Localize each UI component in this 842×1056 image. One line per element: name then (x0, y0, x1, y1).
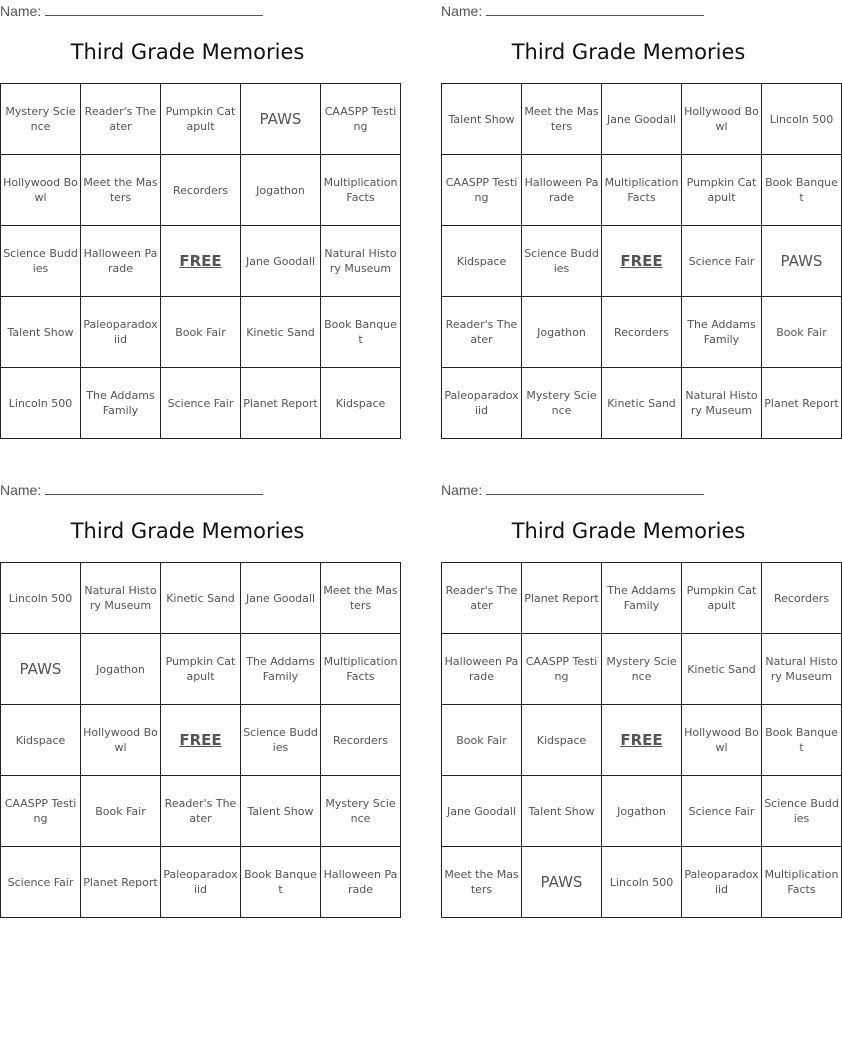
bingo-cell[interactable]: Book Banquet (241, 847, 321, 918)
bingo-cell[interactable]: Halloween Parade (81, 226, 161, 297)
bingo-cell[interactable]: Kinetic Sand (241, 297, 321, 368)
bingo-cell[interactable]: Lincoln 500 (1, 368, 81, 439)
free-space[interactable]: FREE (161, 226, 241, 297)
card-title: Third Grade Memories (511, 40, 746, 64)
bingo-cell[interactable]: The Addams Family (81, 368, 161, 439)
bingo-cell[interactable]: Book Fair (442, 705, 522, 776)
bingo-cell[interactable]: Jogathon (81, 634, 161, 705)
name-label: Name: (441, 482, 483, 498)
free-space[interactable]: FREE (161, 705, 241, 776)
bingo-cell[interactable]: Jane Goodall (241, 226, 321, 297)
bingo-grid (0, 562, 401, 918)
bingo-cell[interactable]: Kidspace (321, 368, 401, 439)
bingo-cell[interactable]: Talent Show (241, 776, 321, 847)
bingo-cell[interactable]: Recorders (602, 297, 682, 368)
name-label: Name: (0, 482, 42, 498)
bingo-cell[interactable]: Jane Goodall (602, 84, 682, 155)
bingo-cell[interactable]: Natural History Museum (321, 226, 401, 297)
bingo-cell[interactable]: Halloween Parade (522, 155, 602, 226)
bingo-cell[interactable]: Lincoln 500 (1, 563, 81, 634)
bingo-row (442, 155, 842, 226)
bingo-cell[interactable]: Talent Show (442, 84, 522, 155)
bingo-cell[interactable]: The Addams Family (682, 297, 762, 368)
name-label: Name: (441, 3, 483, 19)
bingo-cell[interactable]: Hollywood Bowl (682, 705, 762, 776)
bingo-cell[interactable]: The Addams Family (602, 563, 682, 634)
name-line (441, 2, 704, 20)
bingo-cell[interactable]: Natural History Museum (762, 634, 842, 705)
bingo-row (1, 705, 401, 776)
bingo-grid (441, 83, 842, 439)
bingo-cell[interactable]: Paleoparadoxiid (442, 368, 522, 439)
bingo-cell[interactable]: Planet Report (241, 368, 321, 439)
bingo-cell[interactable]: Planet Report (81, 847, 161, 918)
bingo-cell[interactable]: Jogathon (241, 155, 321, 226)
bingo-cell[interactable]: Kidspace (1, 705, 81, 776)
name-line (0, 481, 263, 499)
bingo-cell[interactable]: Jogathon (602, 776, 682, 847)
name-line (0, 2, 263, 20)
bingo-cell[interactable]: PAWS (762, 226, 842, 297)
bingo-cell[interactable]: Hollywood Bowl (682, 84, 762, 155)
bingo-row (1, 84, 401, 155)
bingo-cell[interactable]: Natural History Museum (81, 563, 161, 634)
bingo-row (442, 705, 842, 776)
bingo-row (442, 297, 842, 368)
bingo-cell[interactable]: Jane Goodall (241, 563, 321, 634)
bingo-cell[interactable]: PAWS (241, 84, 321, 155)
bingo-cell[interactable]: Talent Show (522, 776, 602, 847)
bingo-cell[interactable]: Halloween Parade (321, 847, 401, 918)
bingo-cell[interactable]: Talent Show (1, 297, 81, 368)
bingo-cell[interactable]: Recorders (762, 563, 842, 634)
bingo-cell[interactable]: Pumpkin Catapult (682, 563, 762, 634)
free-space[interactable]: FREE (602, 705, 682, 776)
bingo-cell[interactable]: Pumpkin Catapult (161, 634, 241, 705)
bingo-cell[interactable]: Jogathon (522, 297, 602, 368)
bingo-cell[interactable]: Halloween Parade (442, 634, 522, 705)
bingo-cell[interactable]: Kinetic Sand (682, 634, 762, 705)
bingo-cell[interactable]: Meet the Masters (442, 847, 522, 918)
bingo-cell[interactable]: Lincoln 500 (602, 847, 682, 918)
bingo-cell[interactable]: Reader's Theater (442, 297, 522, 368)
bingo-cell[interactable]: PAWS (522, 847, 602, 918)
bingo-cell[interactable]: Paleoparadoxiid (161, 847, 241, 918)
card-title: Third Grade Memories (511, 519, 746, 543)
bingo-row (1, 776, 401, 847)
bingo-cell[interactable]: PAWS (1, 634, 81, 705)
bingo-cell[interactable]: Multiplication Facts (762, 847, 842, 918)
bingo-cell[interactable]: CAASPP Testing (1, 776, 81, 847)
bingo-cell[interactable]: Mystery Science (522, 368, 602, 439)
bingo-cell[interactable]: Book Banquet (762, 155, 842, 226)
bingo-cell[interactable]: Book Fair (161, 297, 241, 368)
bingo-cell[interactable]: Mystery Science (602, 634, 682, 705)
name-blank[interactable] (45, 481, 263, 495)
bingo-cell[interactable]: Recorders (321, 705, 401, 776)
bingo-cell[interactable]: Multiplication Facts (321, 634, 401, 705)
bingo-cell[interactable]: Science Fair (161, 368, 241, 439)
bingo-cell[interactable]: CAASPP Testing (442, 155, 522, 226)
bingo-grid (0, 83, 401, 439)
bingo-row (1, 155, 401, 226)
bingo-cell[interactable]: Lincoln 500 (762, 84, 842, 155)
name-label: Name: (0, 3, 42, 19)
bingo-row (442, 368, 842, 439)
bingo-cell[interactable]: Science Fair (1, 847, 81, 918)
bingo-cell[interactable]: Kidspace (442, 226, 522, 297)
bingo-row (442, 563, 842, 634)
name-blank[interactable] (486, 481, 704, 495)
bingo-cell[interactable]: Book Banquet (762, 705, 842, 776)
bingo-cell[interactable]: Reader's Theater (442, 563, 522, 634)
bingo-row (442, 226, 842, 297)
bingo-cell[interactable]: Kidspace (522, 705, 602, 776)
bingo-cell[interactable]: Hollywood Bowl (81, 705, 161, 776)
bingo-cell[interactable]: Science Buddies (1, 226, 81, 297)
bingo-row (1, 563, 401, 634)
bingo-cell[interactable]: Planet Report (762, 368, 842, 439)
bingo-cell[interactable]: Paleoparadoxiid (81, 297, 161, 368)
bingo-cell[interactable]: Multiplication Facts (602, 155, 682, 226)
card-title: Third Grade Memories (70, 519, 305, 543)
bingo-cell[interactable]: Book Fair (81, 776, 161, 847)
bingo-cell[interactable]: Recorders (161, 155, 241, 226)
bingo-row (1, 847, 401, 918)
bingo-row (1, 297, 401, 368)
bingo-cell[interactable]: Kinetic Sand (161, 563, 241, 634)
card-title: Third Grade Memories (70, 40, 305, 64)
bingo-cell[interactable]: Hollywood Bowl (1, 155, 81, 226)
bingo-cell[interactable]: Reader's Theater (161, 776, 241, 847)
bingo-cell[interactable]: Multiplication Facts (321, 155, 401, 226)
name-blank[interactable] (45, 2, 263, 16)
bingo-row (1, 634, 401, 705)
bingo-cell[interactable]: Natural History Museum (682, 368, 762, 439)
bingo-cell[interactable]: Science Buddies (241, 705, 321, 776)
bingo-cell[interactable]: Book Fair (762, 297, 842, 368)
bingo-cell[interactable]: The Addams Family (241, 634, 321, 705)
free-space[interactable]: FREE (602, 226, 682, 297)
bingo-cell[interactable]: Science Buddies (762, 776, 842, 847)
bingo-row (442, 634, 842, 705)
bingo-cell[interactable]: Mystery Science (1, 84, 81, 155)
bingo-row (442, 84, 842, 155)
bingo-cell[interactable]: Kinetic Sand (602, 368, 682, 439)
name-line (441, 481, 704, 499)
bingo-cell[interactable]: Meet the Masters (81, 155, 161, 226)
bingo-cell[interactable]: Pumpkin Catapult (682, 155, 762, 226)
bingo-row (442, 776, 842, 847)
bingo-cell[interactable]: Science Fair (682, 776, 762, 847)
bingo-cell[interactable]: Reader's Theater (81, 84, 161, 155)
bingo-cell[interactable]: Meet the Masters (522, 84, 602, 155)
bingo-cell[interactable]: Pumpkin Catapult (161, 84, 241, 155)
bingo-row (1, 226, 401, 297)
bingo-cell[interactable]: CAASPP Testing (522, 634, 602, 705)
bingo-cell[interactable]: Planet Report (522, 563, 602, 634)
bingo-cell[interactable]: Meet the Masters (321, 563, 401, 634)
bingo-grid (441, 562, 842, 918)
bingo-cell[interactable]: Paleoparadoxiid (682, 847, 762, 918)
bingo-cell[interactable]: Science Fair (682, 226, 762, 297)
bingo-cell[interactable]: Jane Goodall (442, 776, 522, 847)
bingo-cell[interactable]: Mystery Science (321, 776, 401, 847)
bingo-cell[interactable]: Science Buddies (522, 226, 602, 297)
bingo-row (442, 847, 842, 918)
bingo-row (1, 368, 401, 439)
bingo-cell[interactable]: CAASPP Testing (321, 84, 401, 155)
bingo-cell[interactable]: Book Banquet (321, 297, 401, 368)
name-blank[interactable] (486, 2, 704, 16)
